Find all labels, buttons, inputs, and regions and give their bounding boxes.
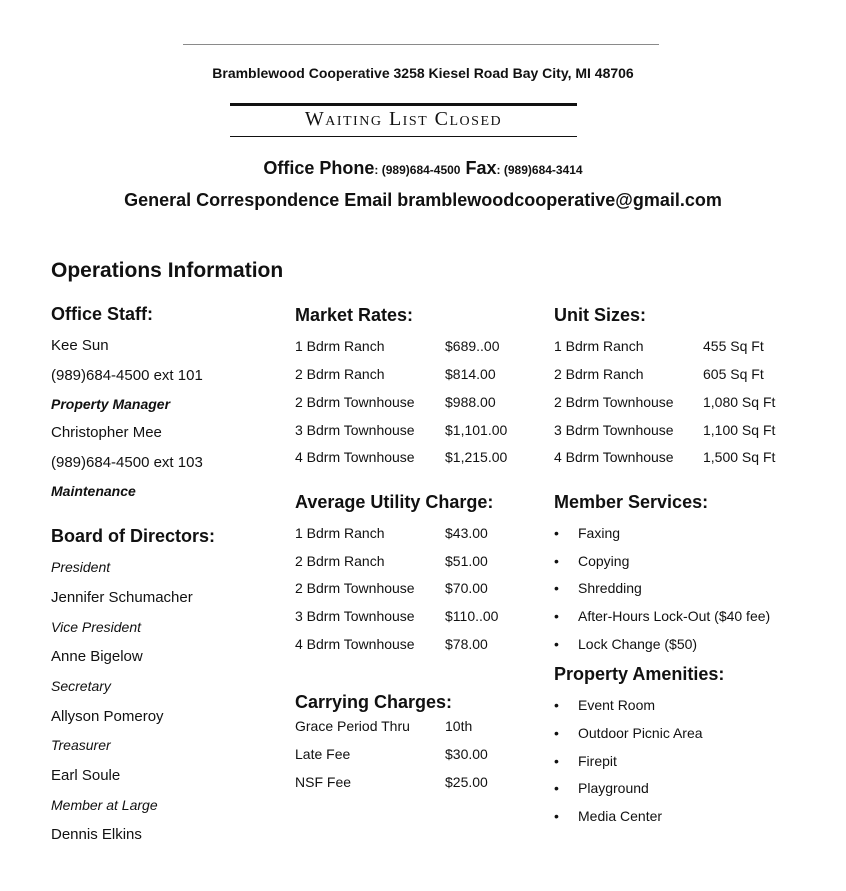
board-member: Jennifer Schumacher — [51, 589, 193, 606]
fax-number: (989)684-3414 — [503, 163, 583, 177]
amenity-item: • Outdoor Picnic Area — [578, 725, 703, 741]
service-item: • Lock Change ($50) — [578, 636, 697, 652]
office-phone-label: Office Phone — [263, 158, 375, 178]
carrying-label: NSF Fee — [295, 774, 352, 790]
market-rate-label: 2 Bdrm Townhouse — [295, 394, 415, 410]
member-services-heading: Member Services: — [554, 492, 709, 512]
staff-line: (989)684-4500 ext 103 — [51, 454, 203, 471]
unit-size-label: 1 Bdrm Ranch — [554, 338, 644, 354]
banner-rule-bottom — [230, 136, 577, 137]
board-heading: Board of Directors: — [51, 526, 216, 546]
top-divider — [183, 44, 659, 45]
utility-label: 2 Bdrm Townhouse — [295, 580, 415, 596]
unit-size-label: 4 Bdrm Townhouse — [554, 449, 674, 465]
unit-size-label: 3 Bdrm Townhouse — [554, 422, 674, 438]
carrying-heading: Carrying Charges: — [295, 692, 453, 712]
market-rate-value: $689..00 — [445, 338, 500, 354]
carrying-label: Late Fee — [295, 746, 351, 762]
staff-line: Kee Sun — [51, 337, 109, 354]
unit-size-label: 2 Bdrm Ranch — [554, 366, 644, 382]
service-item: • Shredding — [578, 580, 642, 596]
market-rate-label: 2 Bdrm Ranch — [295, 366, 385, 382]
amenities-heading: Property Amenities: — [554, 664, 725, 684]
utility-value: $51.00 — [445, 553, 488, 569]
board-member: Anne Bigelow — [51, 648, 143, 665]
office-staff-heading: Office Staff: — [51, 304, 154, 324]
unit-size-label: 2 Bdrm Townhouse — [554, 394, 674, 410]
board-role: Treasurer — [51, 737, 111, 753]
market-rate-label: 3 Bdrm Townhouse — [295, 422, 415, 438]
amenity-item: • Event Room — [578, 697, 655, 713]
utility-value: $78.00 — [445, 636, 488, 652]
banner-rule-top — [230, 103, 577, 106]
market-rate-label: 4 Bdrm Townhouse — [295, 449, 415, 465]
utility-label: 1 Bdrm Ranch — [295, 525, 385, 541]
board-member: Earl Soule — [51, 767, 121, 784]
utility-value: $70.00 — [445, 580, 488, 596]
office-phone-number: (989)684-4500 — [381, 163, 461, 177]
staff-role: Property Manager — [51, 396, 171, 412]
market-rates-heading: Market Rates: — [295, 305, 414, 325]
utility-heading: Average Utility Charge: — [295, 492, 494, 512]
utility-label: 4 Bdrm Townhouse — [295, 636, 415, 652]
utility-value: $110..00 — [445, 608, 499, 624]
unit-size-value: 1,500 Sq Ft — [703, 449, 776, 465]
staff-line: (989)684-4500 ext 101 — [51, 367, 203, 384]
amenity-item: • Firepit — [578, 753, 617, 769]
carrying-value: $25.00 — [445, 774, 488, 790]
market-rate-value: $814.00 — [445, 366, 496, 382]
unit-size-value: 1,100 Sq Ft — [703, 422, 776, 438]
board-role: President — [51, 559, 111, 575]
fax-label: Fax — [465, 158, 497, 178]
board-role: Member at Large — [51, 797, 158, 813]
service-item: • Copying — [578, 553, 629, 569]
unit-size-value: 1,080 Sq Ft — [703, 394, 776, 410]
staff-line: Christopher Mee — [51, 424, 162, 441]
amenity-item: • Media Center — [578, 808, 662, 824]
carrying-value: 10th — [445, 718, 473, 734]
market-rate-value: $1,215.00 — [445, 449, 508, 465]
service-item: • After-Hours Lock-Out ($40 fee) — [578, 608, 770, 624]
market-rate-value: $1,101.00 — [445, 422, 508, 438]
market-rate-value: $988.00 — [445, 394, 496, 410]
board-member: Dennis Elkins — [51, 826, 142, 843]
utility-label: 2 Bdrm Ranch — [295, 553, 385, 569]
board-role: Vice President — [51, 619, 142, 635]
market-rate-label: 1 Bdrm Ranch — [295, 338, 385, 354]
board-role: Secretary — [51, 678, 111, 694]
utility-label: 3 Bdrm Townhouse — [295, 608, 415, 624]
operations-title: Operations Information — [51, 259, 284, 282]
carrying-label: Grace Period Thru — [295, 718, 410, 734]
unit-size-value: 455 Sq Ft — [703, 338, 764, 354]
board-member: Allyson Pomeroy — [51, 708, 164, 725]
carrying-value: $30.00 — [445, 746, 488, 762]
waiting-list-banner: Waiting List Closed — [304, 108, 503, 130]
email-line: General Correspondence Email bramblewoodcooperative@gmail.com — [124, 190, 722, 210]
contact-phone-line: Office Phone: (989)684-4500 Fax: (989)684-3414 — [263, 158, 583, 178]
address-line: Bramblewood Cooperative 3258 Kiesel Road Bay City, MI 48706 — [212, 65, 634, 81]
utility-value: $43.00 — [445, 525, 488, 541]
staff-role: Maintenance — [51, 483, 136, 499]
amenity-item: • Playground — [578, 780, 649, 796]
service-item: • Faxing — [578, 525, 620, 541]
unit-sizes-heading: Unit Sizes: — [554, 305, 647, 325]
unit-size-value: 605 Sq Ft — [703, 366, 764, 382]
